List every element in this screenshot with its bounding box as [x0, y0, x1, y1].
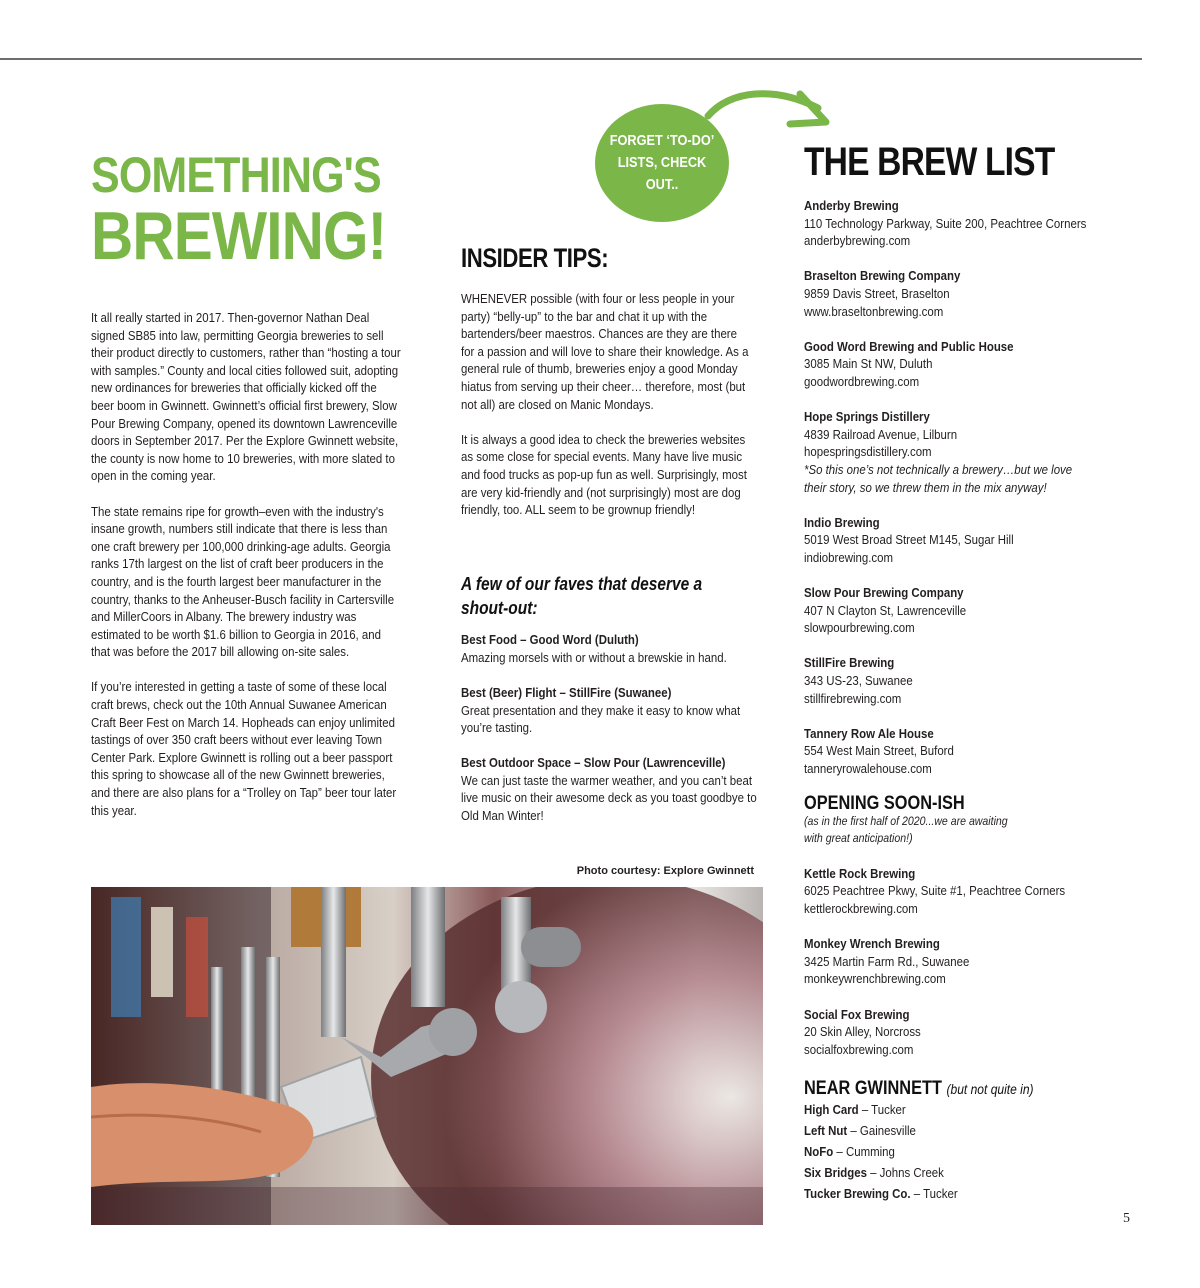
brewery-name: Good Word Brewing and Public House [804, 338, 1014, 354]
brewery-url[interactable]: kettlerockbrewing.com [804, 900, 918, 916]
near-item-place: – Tucker [858, 1101, 906, 1117]
faves-title-line-2: shout-out: [461, 598, 538, 618]
near-gwinnett-title [804, 1080, 1088, 1099]
brewery-url[interactable]: stillfirebrewing.com [804, 690, 902, 706]
brewery-entry [804, 935, 1134, 988]
brewery-address: 3085 Main St NW, Duluth [804, 356, 933, 372]
brewery-name: Kettle Rock Brewing [804, 865, 916, 881]
brewery-address: 5019 West Broad Street M145, Sugar Hill [804, 532, 1014, 548]
fave-item [461, 754, 761, 824]
fave-title: Best Food – Good Word (Duluth) [461, 632, 639, 647]
insider-paragraph: WHENEVER possible (with four or less people in your party) “belly-up” to the bar and chat it up with the bartenders/beer maestros. Chances are they are there for a passion and will love to share their knowledge. As a general rule of thumb, breweries enjoy a good Monday hiatus from serving up their cheer… therefore, most (but not all) are closed on Manic Mondays. [461, 291, 749, 412]
brewery-url[interactable]: tanneryrowalehouse.com [804, 761, 932, 776]
near-item-place: – Tucker [910, 1185, 958, 1201]
brewery-address: 110 Technology Parkway, Suite 200, Peachtree Corners [804, 215, 1087, 231]
brewery-url[interactable]: hopespringsdistillery.com [804, 444, 932, 460]
near-item [804, 1141, 1094, 1162]
brewery-entry [804, 514, 1134, 567]
brewery-url[interactable]: slowpourbrewing.com [804, 620, 915, 636]
near-item [804, 1099, 1094, 1120]
insider-tips-body [461, 290, 751, 536]
fave-desc: Amazing morsels with or without a brewskie in hand. [461, 649, 727, 665]
page-number: 5 [1123, 1211, 1130, 1226]
intro-paragraph: The state remains ripe for growth–even with the industry's insane growth, numbers still indicate that there is less than one craft brewery per 100,000 drinking-age adults. Georgia ranks 17th largest on the list of craft beer producers in the country, and is the fourth largest beer manufacturer in the country, thanks to the Anheuser-Busch facility in Cartersville and MillerCoors in Albany. The brewery industry was estimated to be worth $1.6 billion to Georgia in 2016, and that was before the 2017 bill allowing on-site sales. [91, 503, 395, 660]
opening-soon-note: with great anticipation!) [804, 831, 913, 846]
near-item [804, 1183, 1094, 1204]
brewery-address: 6025 Peachtree Pkwy, Suite #1, Peachtree Corners [804, 883, 1066, 899]
brewery-url[interactable]: goodwordbrewing.com [804, 373, 920, 389]
photo-credit: Photo courtesy: Explore Gwinnett [576, 865, 754, 877]
near-item [804, 1162, 1094, 1183]
brew-list-title: THE BREW LIST [804, 140, 1055, 184]
top-rule [0, 58, 1142, 60]
brewery-name: Braselton Brewing Company [804, 268, 961, 284]
near-item-place: – Gainesville [847, 1122, 916, 1138]
brewery-note: *So this one’s not technically a brewery…but we love [804, 461, 1073, 477]
insider-paragraph: It is always a good idea to check the breweries websites as some close for special events. Many have live music and food trucks as pop-up fun as well. Surprisingly, most are very kid-friendly and (not surprisingly) most are dog friendly, too. ALL seem to be grownup friendly! [461, 431, 747, 518]
brewery-name: Indio Brewing [804, 514, 880, 530]
brewery-entry [804, 197, 1134, 250]
fave-desc: We can just taste the warmer weather, and you can’t beat live music on their awesome deck as you toast goodbye to Old Man Winter! [461, 772, 757, 823]
brewery-entry [804, 865, 1134, 918]
brewery-address: 343 US-23, Suwanee [804, 673, 913, 689]
near-item [804, 1120, 1094, 1141]
brewery-address: 4839 Railroad Avenue, Lilburn [804, 426, 958, 442]
brewery-address: 407 N Clayton St, Lawrenceville [804, 602, 967, 618]
brewery-name: Anderby Brewing [804, 198, 899, 213]
intro-paragraph: If you’re interested in getting a taste of some of these local craft brews, check out the 10th Annual Suwanee American Craft Beer Fest on March 14. Hopheads can enjoy unlimited tastings of over 350 craft beers without ever leaving Town Center Park. Explore Gwinnett is rolling out a beer passport this spring to showcase all of the new Gwinnett breweries, and there are also plans for a “Trolley on Tap” beer tour later this year. [91, 679, 397, 818]
callout-bubble-text: FORGET ‘TO-DO’ LISTS, CHECK OUT.. [609, 132, 715, 193]
brewery-url[interactable]: socialfoxbrewing.com [804, 1041, 914, 1057]
fave-item [461, 684, 761, 737]
near-gwinnett-title-text: NEAR GWINNETT [804, 1078, 942, 1099]
brewery-entry [804, 408, 1134, 496]
brewery-url[interactable]: anderbybrewing.com [804, 233, 911, 249]
intro-article [91, 309, 401, 837]
headline-line-1: SOMETHING'S [91, 147, 381, 203]
brewery-entry [804, 725, 1134, 778]
brewery-entry [804, 1006, 1134, 1059]
brewery-entry [804, 338, 1134, 391]
opening-soon-title: OPENING SOON-ISH [804, 793, 965, 814]
brew-list [804, 197, 1134, 795]
brewery-address: 554 West Main Street, Buford [804, 743, 954, 759]
near-item-place: – Cumming [833, 1143, 895, 1159]
brewery-entry [804, 654, 1134, 707]
brewery-address: 3425 Martin Farm Rd., Suwanee [804, 953, 970, 969]
brewery-name: Slow Pour Brewing Company [804, 585, 964, 601]
faves-title [461, 572, 761, 620]
brewery-address: 20 Skin Alley, Norcross [804, 1024, 921, 1040]
brewery-url[interactable]: indiobrewing.com [804, 549, 894, 565]
brewery-entry [804, 584, 1134, 637]
fave-desc: Great presentation and they make it easy to know what you’re tasting. [461, 702, 741, 736]
intro-paragraph: It all really started in 2017. Then-governor Nathan Deal signed SB85 into law, permitting Georgia breweries to sell their product directly to customers, rather than “hosting a tour with samples.” County and local cities followed suit, adopting new ordinances for breweries that officially kicked off the beer boom in Gwinnett. Gwinnett’s official first brewery, Slow Pour Brewing Company, opened its downtown Lawrenceville doors in September 2017. Per the Explore Gwinnett website, the county is now home to 10 breweries, with more slated to open in the coming year. [91, 310, 401, 484]
brewery-name: Hope Springs Distillery [804, 409, 930, 425]
brewery-name: StillFire Brewing [804, 655, 895, 671]
beer-tap-illustration [91, 887, 763, 1225]
near-item-name: High Card [804, 1101, 859, 1117]
near-gwinnett-note: (but not quite in) [946, 1081, 1034, 1097]
brewery-name: Monkey Wrench Brewing [804, 936, 940, 952]
brewery-url[interactable]: www.braseltonbrewing.com [804, 303, 944, 319]
headline-line-2: BREWING! [91, 198, 387, 274]
brewery-name: Tannery Row Ale House [804, 725, 934, 741]
opening-soon-section [804, 795, 1134, 1076]
opening-soon-note: (as in the first half of 2020...we are awaiting [804, 813, 1008, 828]
fave-title: Best (Beer) Flight – StillFire (Suwanee) [461, 685, 672, 700]
near-item-name: NoFo [804, 1143, 834, 1159]
near-item-name: Six Bridges [804, 1164, 867, 1180]
near-item-name: Left Nut [804, 1122, 848, 1138]
beer-tap-photo [91, 887, 763, 1225]
insider-tips-title: INSIDER TIPS: [461, 243, 609, 273]
brewery-address: 9859 Davis Street, Braselton [804, 285, 950, 301]
near-item-place: – Johns Creek [866, 1164, 944, 1180]
brewery-url[interactable]: monkeywrenchbrewing.com [804, 971, 946, 987]
near-item-name: Tucker Brewing Co. [804, 1185, 911, 1201]
near-gwinnett-section [804, 1080, 1134, 1204]
faves-title-line-1: A few of our faves that deserve a [461, 574, 703, 594]
brewery-entry [804, 267, 1134, 320]
curved-arrow-icon [700, 84, 835, 134]
fave-title: Best Outdoor Space – Slow Pour (Lawrenceville) [461, 755, 726, 770]
headline [91, 147, 451, 274]
brewery-name: Social Fox Brewing [804, 1006, 910, 1022]
fave-item [461, 631, 761, 666]
brewery-note: their story, so we threw them in the mix anyway! [804, 479, 1047, 495]
